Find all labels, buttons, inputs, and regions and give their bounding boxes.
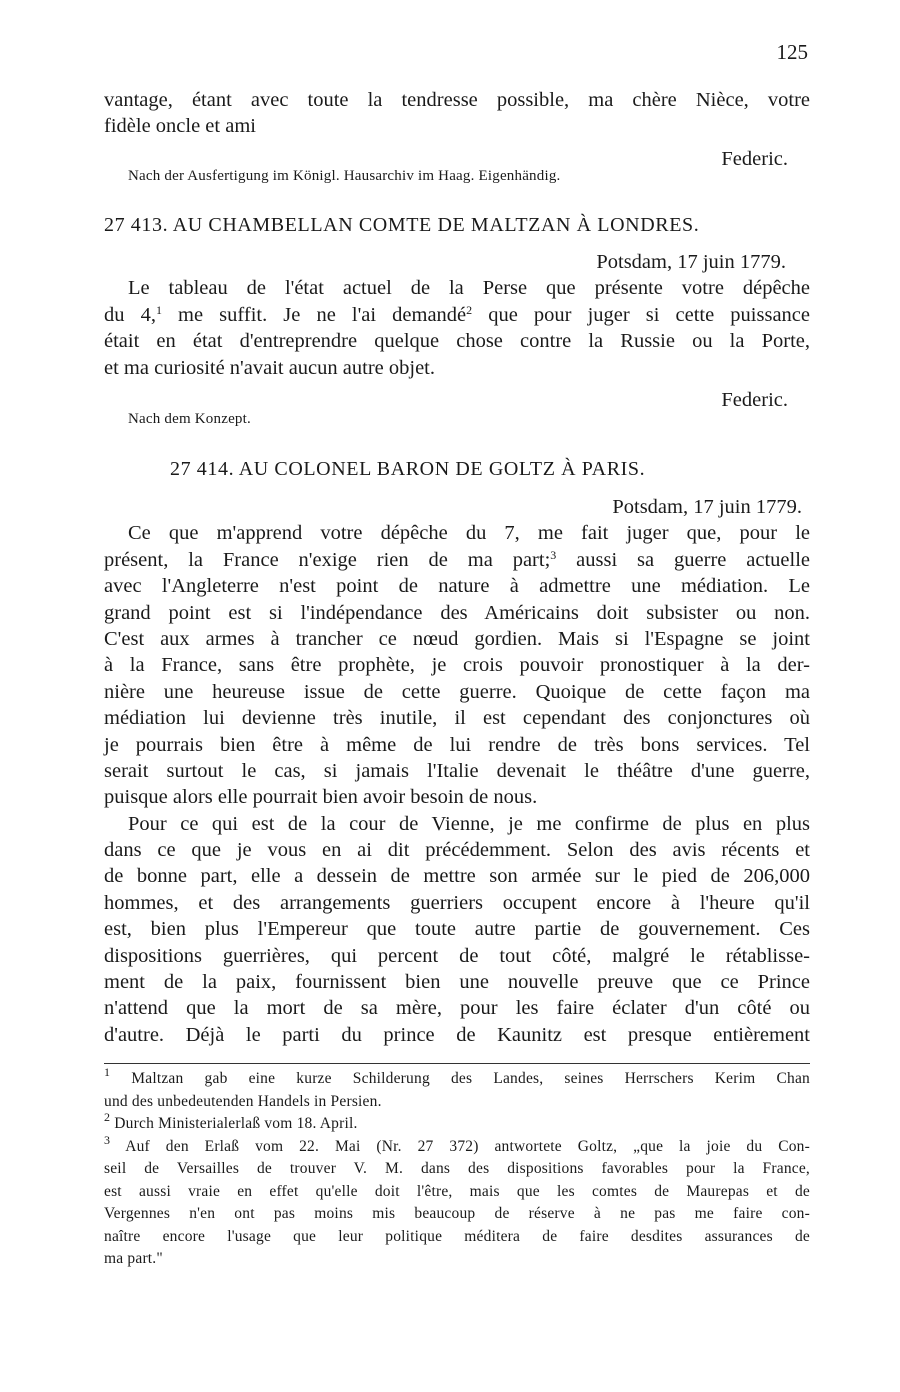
text-line: ment de la paix, fournissent bien une nouvelle preuve que ce Prince xyxy=(104,971,810,994)
text-line: fidèle oncle et ami xyxy=(104,115,256,138)
text-line: dans ce que je vous en ai dit précédemment. Selon des avis récents et xyxy=(104,839,810,862)
footnote-line: $^2$ Durch Ministerialerlaß vom 18. April. xyxy=(104,1110,358,1132)
letter-27414-body xyxy=(104,494,810,1048)
signature: Federic. xyxy=(721,147,788,170)
footnote-ref: 3 xyxy=(550,547,557,562)
dateline: Potsdam, 17 juin 1779. xyxy=(612,496,802,518)
source-note: Nach der Ausfertigung im Königl. Hausarchiv im Haag. Eigenhändig. xyxy=(128,168,561,184)
text-line: je pourrais bien être à même de lui rendre de très bons services. Tel xyxy=(104,733,810,756)
footnote-line: seil de Versailles de trouver V. M. dans des dispositions favorables pour la France, xyxy=(104,1160,810,1177)
text-line: Ce que m'apprend votre dépêche du 7, me fait juger que, pour le xyxy=(128,522,810,545)
text-line: était en état d'entreprendre quelque chose contre la Russie ou la Porte, xyxy=(104,330,810,353)
signature: Federic. xyxy=(721,388,788,411)
footnote-line: est aussi vraie en effet qu'elle doit l'être, mais que les comtes de Maurepas et de xyxy=(104,1182,810,1200)
text-line: n'attend que la mort de sa mère, pour les faire éclater d'un côté ou xyxy=(104,997,810,1020)
text-line: de bonne part, elle a dessein de mettre son armée sur le pied de 206,000 xyxy=(104,865,810,888)
footnotes xyxy=(104,1065,810,1271)
text-line: à la France, sans être prophète, je crois pouvoir pronostiquer à la der- xyxy=(104,654,810,677)
footnote-number: 1 xyxy=(104,1065,111,1079)
footnote-number: 3 xyxy=(104,1132,111,1147)
footnote-ref: 2 xyxy=(466,302,473,317)
footnote-number: 2 xyxy=(104,1110,111,1124)
text-line: médiation lui devienne très inutile, il est cependant des conjonctures où xyxy=(104,707,810,730)
letter-27413-body xyxy=(104,249,810,413)
text-line: Pour ce qui est de la cour de Vienne, je me confirme de plus en plus xyxy=(128,812,810,835)
text-line: d'autre. Déjà le parti du prince de Kaunitz est presque entièrement xyxy=(104,1023,810,1046)
footnote-line: $^1$ Maltzan gab eine kurze Schilderung des Landes, seines Herrschers Kerim Chan xyxy=(104,1065,810,1087)
text-line: et ma curiosité n'avait aucun autre objet. xyxy=(104,356,435,379)
text-line: hommes, et des arrangements guerriers occupent encore à l'heure qu'il xyxy=(104,891,810,914)
text-line: présent, la France n'exige rien de ma part;$^3$ aussi sa guerre actuelle xyxy=(104,547,810,571)
text-line: serait surtout le cas, si jamais l'Italie devenait le théâtre d'une guerre, xyxy=(104,759,810,782)
footnote-line: Vergennes n'en ont pas moins mis beaucoup de réserve à ne pas me faire con- xyxy=(104,1205,810,1222)
footnote-divider xyxy=(104,1063,810,1064)
letter-heading: 27 414. AU COLONEL BARON DE GOLTZ À PARIS. xyxy=(170,458,646,480)
footnote-ref: 1 xyxy=(155,302,162,317)
text-line: nière une heureuse issue de cette guerre. Quoique de cette façon ma xyxy=(104,680,810,703)
dateline: Potsdam, 17 juin 1779. xyxy=(596,251,786,273)
footnote-line: ma part." xyxy=(104,1250,163,1267)
footnote-line: $^3$ Auf den Erlaß vom 22. Mai (Nr. 27 372) antwortete Goltz, „que la joie du Con- xyxy=(104,1132,810,1155)
text-line: avec l'Angleterre n'est point de nature à admettre une médiation. Le xyxy=(104,575,810,598)
text-line: Le tableau de l'état actuel de la Perse que présente votre dépêche xyxy=(128,277,810,300)
footnote-line: naître encore l'usage que leur politique méditera de faire desdites assurances de xyxy=(104,1227,810,1245)
footnote-line: und des unbedeutenden Handels in Persien. xyxy=(104,1092,382,1110)
text-line: C'est aux armes à trancher ce nœud gordien. Mais si l'Espagne se joint xyxy=(104,627,810,650)
source-note: Nach dem Konzept. xyxy=(128,411,251,427)
text-line: grand point est si l'indépendance des Américains doit subsister ou non. xyxy=(104,601,810,624)
page-number: 125 xyxy=(776,40,808,64)
previous-letter-closing xyxy=(104,87,810,172)
text-line: puisque alors elle pourrait bien avoir besoin de nous. xyxy=(104,786,538,809)
text-line: vantage, étant avec toute la tendresse possible, ma chère Nièce, votre xyxy=(104,89,810,111)
text-line: est, bien plus l'Empereur que toute autre partie de gouvernement. Ces xyxy=(104,918,810,941)
text-line: du 4,$^1$ me suffit. Je ne l'ai demandé$^2$ que pour juger si cette puissance xyxy=(104,302,810,326)
letter-heading: 27 413. AU CHAMBELLAN COMTE DE MALTZAN À LONDRES. xyxy=(104,214,700,236)
text-line: dispositions guerrières, qui percent de tout côté, malgré le rétablisse- xyxy=(104,944,810,967)
